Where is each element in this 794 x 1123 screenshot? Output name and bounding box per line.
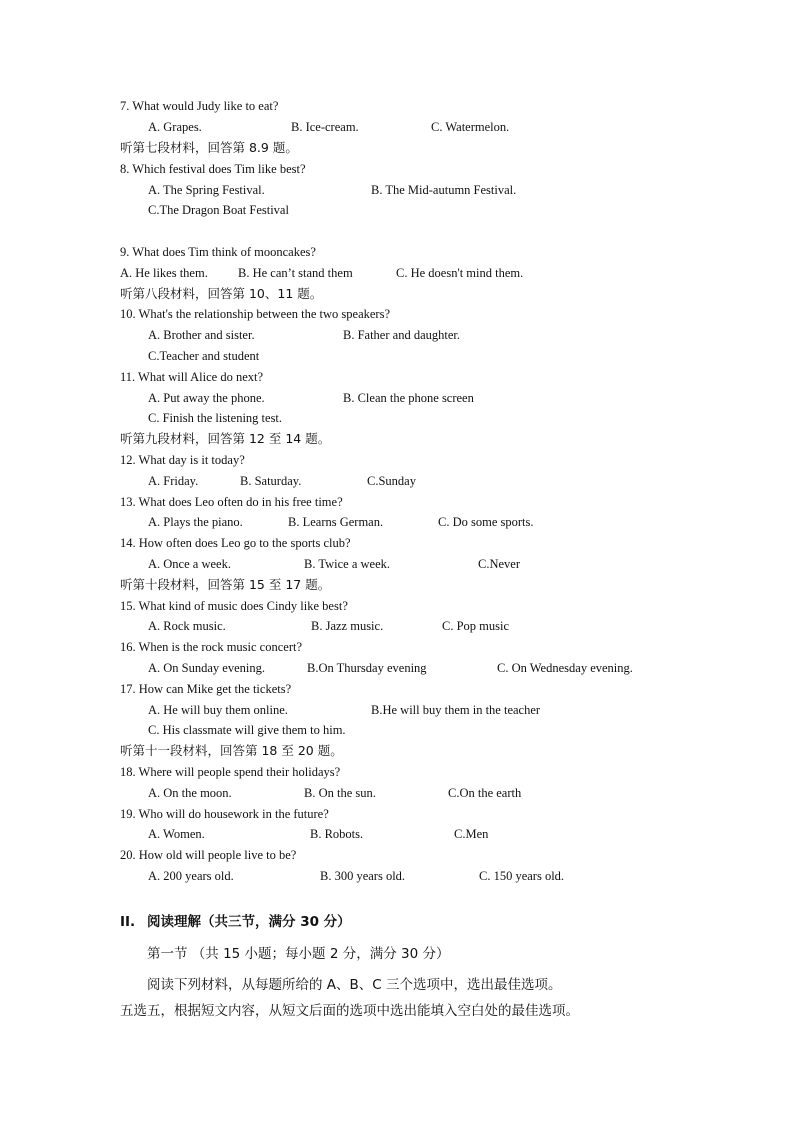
- reading-instruction: 阅读下列材料，从每题所给的 A、B、C 三个选项中，选出最佳选项。: [147, 977, 562, 993]
- question-13-stem: 13. What does Leo often do in his free time?: [120, 495, 343, 509]
- question-11-option-a: A. Put away the phone.: [148, 391, 265, 405]
- question-7-option-a: A. Grapes.: [148, 120, 202, 134]
- question-10-option-c: C.Teacher and student: [148, 349, 260, 363]
- question-16-stem: 16. When is the rock music concert?: [120, 640, 303, 654]
- question-18-option-c: C.On the earth: [448, 786, 522, 800]
- question-14-option-a: A. Once a week.: [148, 557, 231, 571]
- section-10-instruction: 听第十段材料，回答第 15 至 17 题。: [120, 577, 331, 592]
- question-15-stem: 15. What kind of music does Cindy like best?: [120, 599, 348, 613]
- question-8-option-a: A. The Spring Festival.: [148, 183, 265, 197]
- section-9-instruction: 听第九段材料，回答第 12 至 14 题。: [120, 431, 331, 446]
- question-7-option-c: C. Watermelon.: [431, 120, 510, 134]
- question-11-stem: 11. What will Alice do next?: [120, 370, 264, 384]
- question-7-option-b: B. Ice-cream.: [291, 120, 359, 134]
- question-20-option-a: A. 200 years old.: [148, 869, 234, 883]
- reading-section-title: 阅读理解（共三节，满分 30 分）: [147, 914, 351, 930]
- question-20-option-b: B. 300 years old.: [320, 869, 406, 883]
- question-14-option-b: B. Twice a week.: [304, 557, 391, 571]
- question-13-option-c: C. Do some sports.: [438, 515, 534, 529]
- question-10-option-b: B. Father and daughter.: [343, 328, 460, 342]
- reading-section-number: II.: [120, 914, 136, 930]
- question-19-stem: 19. Who will do housework in the future?: [120, 807, 329, 821]
- question-17-stem: 17. How can Mike get the tickets?: [120, 682, 292, 696]
- question-14-stem: 14. How often does Leo go to the sports club?: [120, 536, 351, 550]
- question-17-option-b: B.He will buy them in the teacher: [371, 703, 541, 717]
- question-11-option-b: B. Clean the phone screen: [343, 391, 474, 405]
- reading-note: 五选五，根据短文内容，从短文后面的选项中选出能填入空白处的最佳选项。: [120, 1003, 579, 1019]
- question-8-option-c: C.The Dragon Boat Festival: [148, 203, 289, 217]
- question-17-option-c: C. His classmate will give them to him.: [148, 723, 346, 737]
- question-19-option-c: C.Men: [454, 827, 489, 841]
- question-19-option-a: A. Women.: [148, 827, 205, 841]
- question-9-option-c: C. He doesn't mind them.: [396, 266, 524, 280]
- question-9-stem: 9. What does Tim think of mooncakes?: [120, 245, 316, 259]
- question-8-stem: 8. Which festival does Tim like best?: [120, 162, 306, 176]
- question-9-option-a: A. He likes them.: [120, 266, 208, 280]
- question-15-option-a: A. Rock music.: [148, 619, 226, 633]
- question-17-option-a: A. He will buy them online.: [148, 703, 288, 717]
- question-13-option-a: A. Plays the piano.: [148, 515, 243, 529]
- question-12-option-b: B. Saturday.: [240, 474, 302, 488]
- question-12-option-a: A. Friday.: [148, 474, 199, 488]
- question-15-option-b: B. Jazz music.: [311, 619, 384, 633]
- reading-part-one-heading: 第一节 （共 15 小题；每小题 2 分，满分 30 分）: [147, 946, 450, 962]
- question-15-option-c: C. Pop music: [442, 619, 510, 633]
- question-10-option-a: A. Brother and sister.: [148, 328, 255, 342]
- question-12-stem: 12. What day is it today?: [120, 453, 245, 467]
- question-18-stem: 18. Where will people spend their holidays?: [120, 765, 341, 779]
- question-7-stem: 7. What would Judy like to eat?: [120, 99, 279, 113]
- question-18-option-b: B. On the sun.: [304, 786, 376, 800]
- question-11-option-c: C. Finish the listening test.: [148, 411, 283, 425]
- question-16-option-a: A. On Sunday evening.: [148, 661, 265, 675]
- question-20-stem: 20. How old will people live to be?: [120, 848, 297, 862]
- question-20-option-c: C. 150 years old.: [479, 869, 565, 883]
- question-16-option-b: B.On Thursday evening: [307, 661, 427, 675]
- section-11-instruction: 听第十一段材料，回答第 18 至 20 题。: [120, 743, 343, 758]
- question-13-option-b: B. Learns German.: [288, 515, 384, 529]
- section-8-instruction: 听第八段材料，回答第 10、11 题。: [120, 286, 323, 301]
- question-9-option-b: B. He can’t stand them: [238, 266, 353, 280]
- question-12-option-c: C.Sunday: [367, 474, 416, 488]
- question-18-option-a: A. On the moon.: [148, 786, 232, 800]
- question-19-option-b: B. Robots.: [310, 827, 364, 841]
- question-14-option-c: C.Never: [478, 557, 520, 571]
- question-10-stem: 10. What's the relationship between the two speakers?: [120, 307, 390, 321]
- question-8-option-b: B. The Mid-autumn Festival.: [371, 183, 517, 197]
- question-16-option-c: C. On Wednesday evening.: [497, 661, 633, 675]
- section-7-instruction: 听第七段材料，回答第 8.9 题。: [120, 140, 298, 155]
